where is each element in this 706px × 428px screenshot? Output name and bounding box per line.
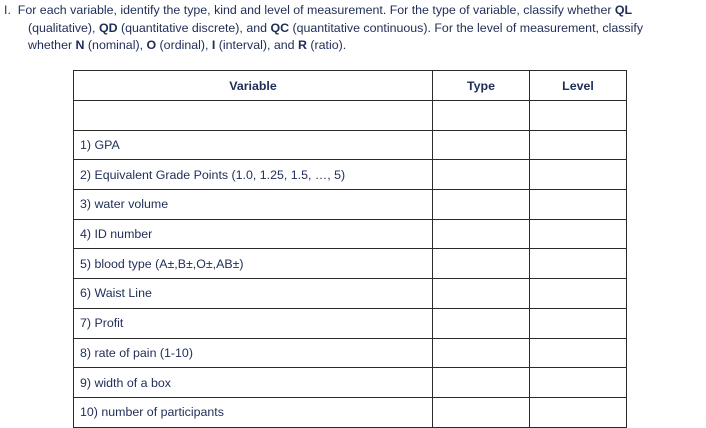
instructions (4, 2, 704, 55)
level-answer-cell[interactable] (530, 160, 627, 190)
table-row (74, 160, 627, 190)
table-row (74, 397, 627, 427)
variable-cell: 3) water volume (74, 190, 433, 220)
instructions-text: (nominal), (84, 38, 147, 52)
type-answer-cell[interactable] (433, 219, 530, 249)
code-qd: QD (98, 20, 118, 35)
type-answer-cell[interactable] (433, 190, 530, 220)
blank-row (74, 101, 627, 131)
header-type: Type (433, 71, 530, 101)
variable-cell: 9) width of a box (74, 368, 433, 398)
header-level: Level (530, 71, 627, 101)
type-answer-cell[interactable] (433, 397, 530, 427)
answer-table (73, 70, 627, 428)
level-answer-cell[interactable] (530, 338, 627, 368)
level-answer-cell[interactable] (530, 219, 627, 249)
item-number: I. (4, 3, 11, 17)
blank-cell (530, 101, 627, 131)
table-header-row (74, 71, 627, 101)
blank-cell (74, 101, 433, 131)
table-row (74, 279, 627, 309)
variable-cell: 10) number of participants (74, 397, 433, 427)
variable-cell: 4) ID number (74, 219, 433, 249)
table-row (74, 190, 627, 220)
code-qc: QC (270, 20, 290, 35)
type-answer-cell[interactable] (433, 160, 530, 190)
table-row (74, 308, 627, 338)
instructions-line-3 (4, 37, 704, 55)
table-row (74, 368, 627, 398)
level-answer-cell[interactable] (530, 368, 627, 398)
level-answer-cell[interactable] (530, 397, 627, 427)
blank-cell (433, 101, 530, 131)
variable-cell: 8) rate of pain (1-10) (74, 338, 433, 368)
level-answer-cell[interactable] (530, 279, 627, 309)
type-answer-cell[interactable] (433, 279, 530, 309)
level-answer-cell[interactable] (530, 130, 627, 160)
level-answer-cell[interactable] (530, 308, 627, 338)
variable-cell: 7) Profit (74, 308, 433, 338)
type-answer-cell[interactable] (433, 338, 530, 368)
instructions-text: For each variable, identify the type, kind and level of measurement. For the type of variable, classify whether (17, 3, 615, 17)
type-answer-cell[interactable] (433, 368, 530, 398)
variable-cell: 1) GPA (74, 130, 433, 160)
instructions-text: (ordinal), (156, 38, 212, 52)
variable-cell: 6) Waist Line (74, 279, 433, 309)
variable-cell: 2) Equivalent Grade Points (1.0, 1.25, 1.5, …, 5) (74, 160, 433, 190)
instructions-text: (qualitative), (28, 20, 99, 35)
instructions-text: (interval), and (215, 38, 298, 52)
table-row (74, 338, 627, 368)
instructions-text: whether (28, 38, 76, 52)
table-row (74, 219, 627, 249)
instructions-text: (quantitative discrete), and (117, 20, 271, 35)
instructions-text: (ratio). (306, 38, 347, 52)
table-row (74, 130, 627, 160)
variable-cell: 5) blood type (A±,B±,O±,AB±) (74, 249, 433, 279)
code-ql: QL (614, 3, 633, 17)
type-answer-cell[interactable] (433, 308, 530, 338)
code-i: I (211, 38, 216, 52)
table-row (74, 249, 627, 279)
type-answer-cell[interactable] (433, 130, 530, 160)
code-o: O (146, 38, 157, 52)
code-r: R (297, 38, 307, 52)
instructions-line-1 (4, 2, 704, 20)
code-n: N (75, 38, 85, 52)
level-answer-cell[interactable] (530, 249, 627, 279)
header-variable: Variable (74, 71, 433, 101)
level-answer-cell[interactable] (530, 190, 627, 220)
instructions-line-2 (4, 20, 704, 38)
instructions-text: (quantitative continuous). For the level of measurement, classify (289, 20, 644, 35)
type-answer-cell[interactable] (433, 249, 530, 279)
